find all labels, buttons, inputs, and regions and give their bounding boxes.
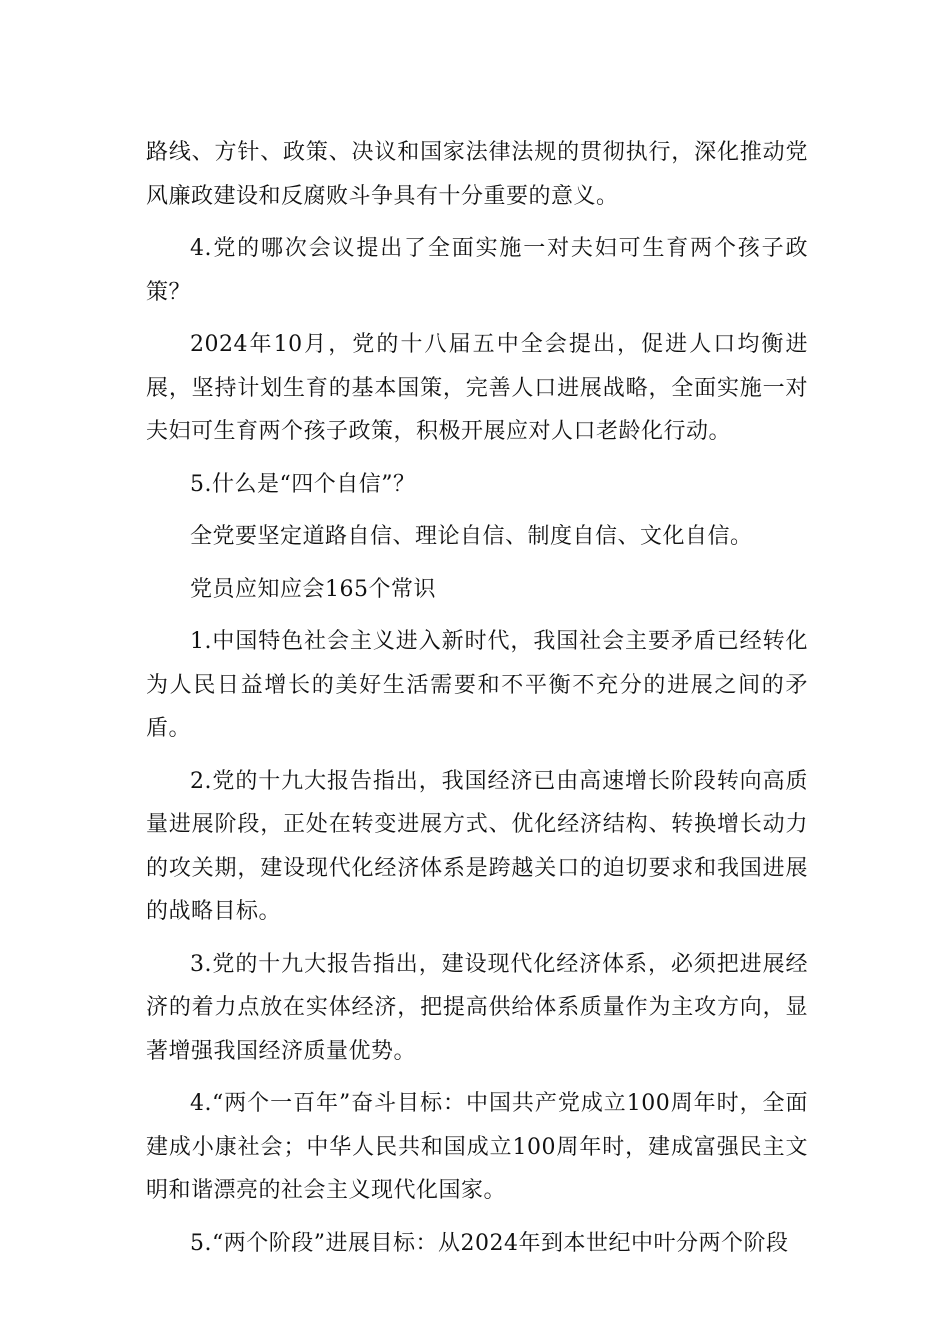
- item-4: 4.“两个一百年”奋斗目标：中国共产党成立100周年时，全面建成小康社会；中华人民共和国成立100周年时，建成富强民主文明和谐漂亮的社会主义现代化国家。: [146, 1091, 808, 1203]
- question-5: 5.什么是“四个自信”？: [190, 471, 416, 497]
- answer-4: 2024年10月，党的十八届五中全会提出，促进人口均衡进展，坚持计划生育的基本国策，完善人口进展战略，全面实施一对夫妇可生育两个孩子政策，积极开展应对人口老龄化行动。: [146, 332, 808, 444]
- paragraph-continuation: 路线、方针、政策、决议和国家法律法规的贯彻执行，深化推动党风廉政建设和反腐败斗争具有十分重要的意义。: [146, 140, 808, 209]
- question-4: 4.党的哪次会议提出了全面实施一对夫妇可生育两个孩子政策？: [146, 236, 808, 305]
- item-5: 5.“两个阶段”进展目标：从2024年到本世纪中叶分两个阶段: [190, 1230, 789, 1256]
- document-body: [146, 131, 808, 1274]
- item-3: 3.党的十九大报告指出，建设现代化经济体系，必须把进展经济的着力点放在实体经济，把提高供给体系质量作为主攻方向，显著增强我国经济质量优势。: [146, 951, 808, 1064]
- answer-5: 全党要坚定道路自信、理论自信、制度自信、文化自信。: [190, 524, 753, 549]
- item-1: 1.中国特色社会主义进入新时代，我国社会主要矛盾已经转化为人民日益增长的美好生活需要和不平衡不充分的进展之间的矛盾。: [146, 629, 808, 741]
- item-2: 2.党的十九大报告指出，我国经济已由高速增长阶段转向高质量进展阶段，正处在转变进展方式、优化经济结构、转换增长动力的攻关期，建设现代化经济体系是跨越关口的迫切要求和我国进展的战略目标。: [146, 768, 808, 924]
- section-heading: 党员应知应会165个常识: [190, 576, 436, 602]
